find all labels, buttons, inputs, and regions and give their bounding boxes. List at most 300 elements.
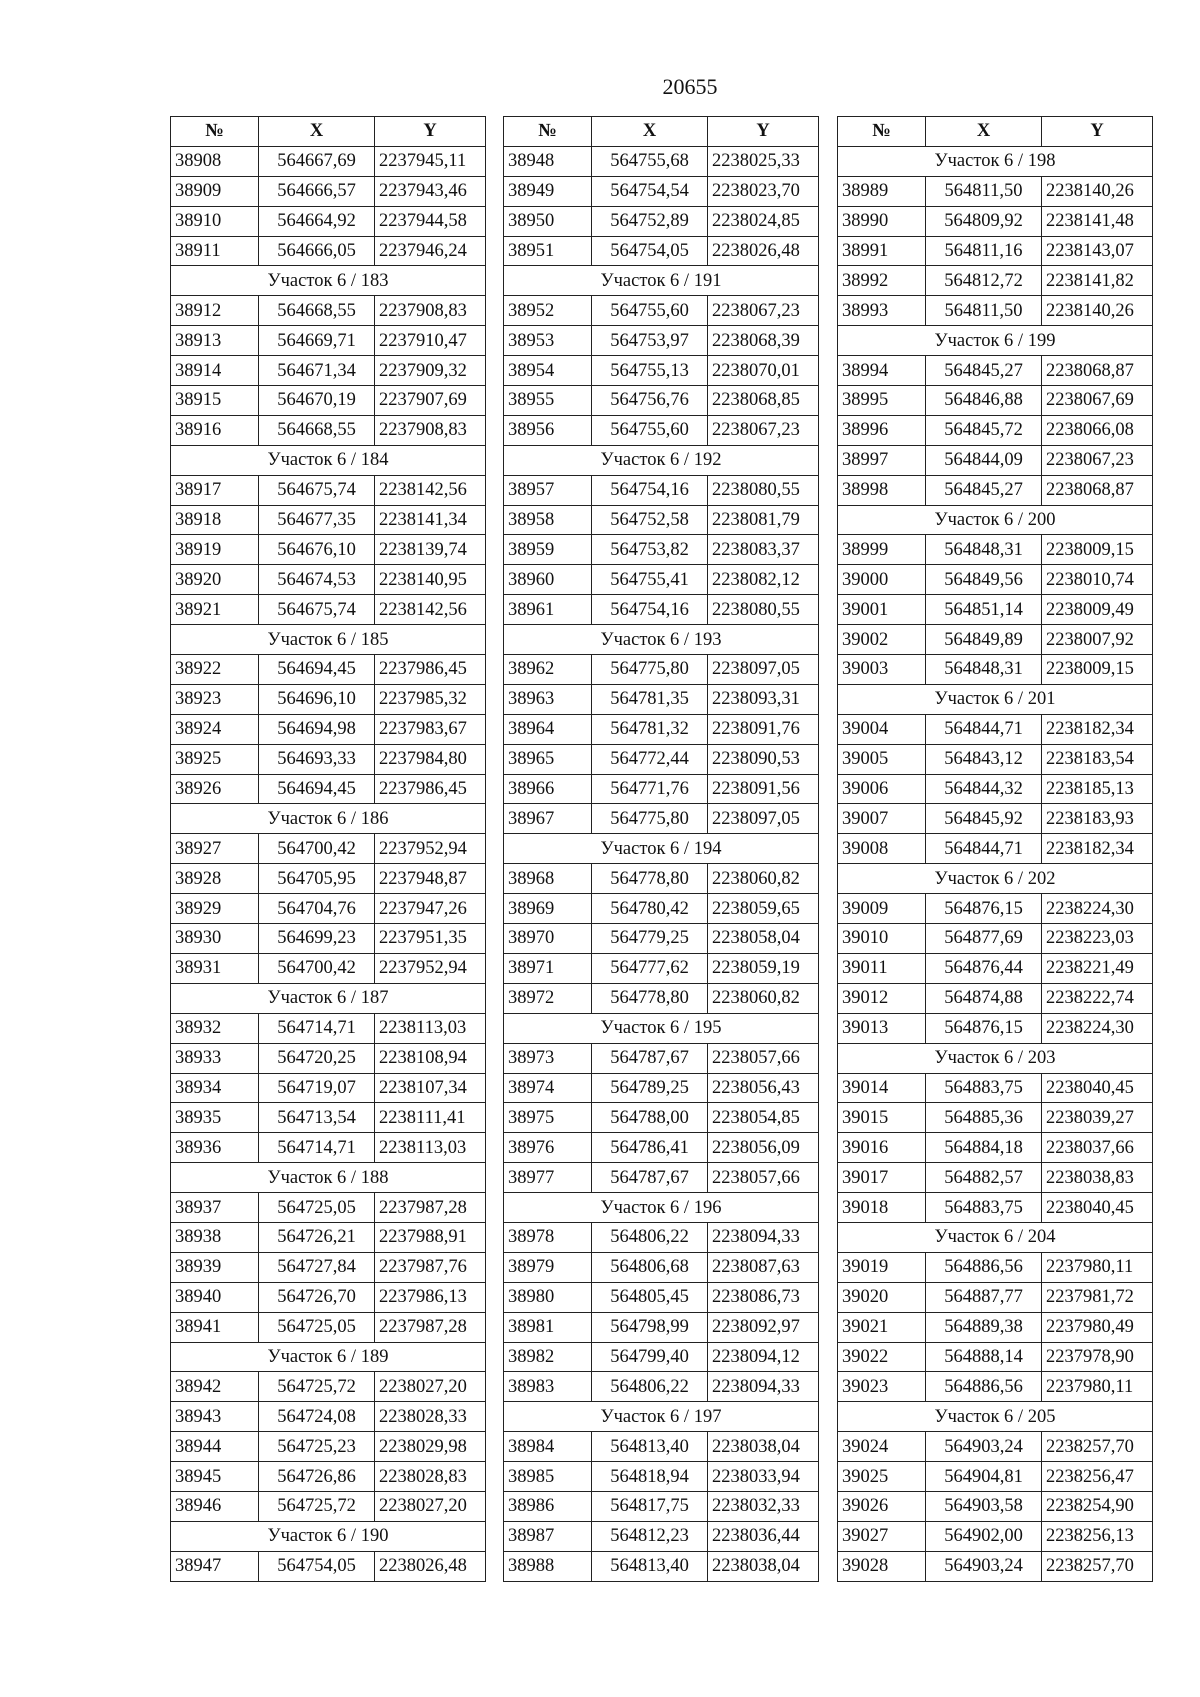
coord-y: 2237986,45 [375,774,486,804]
section-row [838,684,1153,714]
coord-x: 564848,31 [926,535,1042,565]
coord-y: 2238038,83 [1042,1163,1153,1193]
coord-y: 2238082,12 [708,565,819,595]
point-number: 38985 [504,1462,592,1492]
section-title: Участок 6 / 204 [838,1222,1153,1252]
coord-x: 564727,84 [259,1252,375,1282]
coord-y: 2238057,66 [708,1043,819,1073]
coord-y: 2238224,30 [1042,894,1153,924]
section-title: Участок 6 / 200 [838,505,1153,535]
coord-y: 2237951,35 [375,924,486,954]
coord-x: 564720,25 [259,1043,375,1073]
table-row [838,1521,1153,1551]
coord-x: 564812,72 [926,266,1042,296]
coord-x: 564755,60 [592,415,708,445]
point-number: 38919 [171,535,259,565]
point-number: 38982 [504,1342,592,1372]
point-number: 38980 [504,1282,592,1312]
table-row [171,1193,486,1223]
coord-x: 564818,94 [592,1462,708,1492]
table-row [838,625,1153,655]
coord-x: 564777,62 [592,953,708,983]
section-title: Участок 6 / 205 [838,1402,1153,1432]
point-number: 39014 [838,1073,926,1103]
point-number: 38995 [838,386,926,416]
point-number: 38932 [171,1013,259,1043]
point-number: 39004 [838,714,926,744]
coord-y: 2238223,03 [1042,924,1153,954]
coord-x: 564851,14 [926,595,1042,625]
coord-y: 2237980,11 [1042,1372,1153,1402]
coord-y: 2238026,48 [708,236,819,266]
point-number: 38937 [171,1193,259,1223]
coord-y: 2237983,67 [375,714,486,744]
coord-x: 564806,68 [592,1252,708,1282]
table-row [838,386,1153,416]
coord-x: 564754,05 [259,1551,375,1581]
coord-x: 564877,69 [926,924,1042,954]
table-row [838,1252,1153,1282]
coord-y: 2238141,82 [1042,266,1153,296]
section-title: Участок 6 / 194 [504,834,819,864]
coord-y: 2238139,74 [375,535,486,565]
header-y: Y [1042,117,1153,147]
point-number: 38986 [504,1491,592,1521]
point-number: 39017 [838,1163,926,1193]
coord-x: 564754,16 [592,475,708,505]
table-row [838,356,1153,386]
table-row [171,595,486,625]
coord-y: 2238032,33 [708,1491,819,1521]
coord-x: 564780,42 [592,894,708,924]
section-title: Участок 6 / 195 [504,1013,819,1043]
table-row [171,1432,486,1462]
point-number: 38946 [171,1491,259,1521]
coord-x: 564700,42 [259,834,375,864]
point-number: 39010 [838,924,926,954]
point-number: 38977 [504,1163,592,1193]
table-row [171,1462,486,1492]
coord-y: 2238028,83 [375,1462,486,1492]
point-number: 38949 [504,176,592,206]
coordinates-table-2 [503,116,819,1582]
point-number: 38918 [171,505,259,535]
coord-y: 2238221,49 [1042,953,1153,983]
coord-y: 2237981,72 [1042,1282,1153,1312]
point-number: 39022 [838,1342,926,1372]
coord-x: 564725,23 [259,1432,375,1462]
coord-y: 2238057,66 [708,1163,819,1193]
coord-x: 564806,22 [592,1222,708,1252]
coord-y: 2237985,32 [375,684,486,714]
coord-y: 2238036,44 [708,1521,819,1551]
coord-y: 2238092,97 [708,1312,819,1342]
table-row [504,1073,819,1103]
table-row [504,924,819,954]
point-number: 38999 [838,535,926,565]
coord-y: 2238185,13 [1042,774,1153,804]
point-number: 38915 [171,386,259,416]
coord-x: 564666,57 [259,176,375,206]
point-number: 38928 [171,864,259,894]
table-row [171,924,486,954]
point-number: 38930 [171,924,259,954]
coord-x: 564754,16 [592,595,708,625]
coord-x: 564812,23 [592,1521,708,1551]
table-row [171,1491,486,1521]
coord-x: 564772,44 [592,744,708,774]
table-row [171,1133,486,1163]
coord-y: 2237980,49 [1042,1312,1153,1342]
coord-x: 564694,98 [259,714,375,744]
point-number: 38953 [504,326,592,356]
coord-x: 564817,75 [592,1491,708,1521]
coord-x: 564844,32 [926,774,1042,804]
coord-y: 2238040,45 [1042,1193,1153,1223]
header-x: X [592,117,708,147]
point-number: 38984 [504,1432,592,1462]
coord-x: 564705,95 [259,864,375,894]
coord-x: 564775,80 [592,655,708,685]
point-number: 38989 [838,176,926,206]
coord-x: 564813,40 [592,1432,708,1462]
coord-x: 564775,80 [592,804,708,834]
table-row [838,953,1153,983]
point-number: 38963 [504,684,592,714]
point-number: 38909 [171,176,259,206]
coord-x: 564666,05 [259,236,375,266]
coord-x: 564779,25 [592,924,708,954]
coord-x: 564903,24 [926,1551,1042,1581]
point-number: 38952 [504,296,592,326]
table-row [504,146,819,176]
section-title: Участок 6 / 191 [504,266,819,296]
section-row [838,146,1153,176]
coord-y: 2238054,85 [708,1103,819,1133]
coord-x: 564754,54 [592,176,708,206]
section-title: Участок 6 / 203 [838,1043,1153,1073]
section-title: Участок 6 / 186 [171,804,486,834]
section-title: Участок 6 / 188 [171,1163,486,1193]
coord-y: 2238067,23 [708,415,819,445]
point-number: 39005 [838,744,926,774]
point-number: 38967 [504,804,592,834]
coord-x: 564903,58 [926,1491,1042,1521]
header-x: X [926,117,1042,147]
point-number: 39008 [838,834,926,864]
coord-y: 2238038,04 [708,1551,819,1581]
coord-x: 564778,80 [592,983,708,1013]
coord-y: 2238026,48 [375,1551,486,1581]
table-row [838,565,1153,595]
coord-y: 2238058,04 [708,924,819,954]
table-row [504,475,819,505]
coord-y: 2238060,82 [708,864,819,894]
point-number: 39011 [838,953,926,983]
table-row [504,1103,819,1133]
coord-y: 2238080,55 [708,475,819,505]
point-number: 38956 [504,415,592,445]
point-number: 39015 [838,1103,926,1133]
table-row [171,1073,486,1103]
table-row [838,1282,1153,1312]
point-number: 39026 [838,1491,926,1521]
table-row [504,1521,819,1551]
point-number: 38921 [171,595,259,625]
section-row [504,625,819,655]
coord-x: 564756,76 [592,386,708,416]
coord-y: 2237978,90 [1042,1342,1153,1372]
header-y: Y [375,117,486,147]
table-row [171,206,486,236]
section-row [504,1193,819,1223]
point-number: 39028 [838,1551,926,1581]
table-row [838,744,1153,774]
coord-x: 564719,07 [259,1073,375,1103]
point-number: 39012 [838,983,926,1013]
table-row [838,774,1153,804]
section-row [171,983,486,1013]
point-number: 39018 [838,1193,926,1223]
coord-y: 2238009,15 [1042,655,1153,685]
section-row [504,266,819,296]
table-row [171,356,486,386]
point-number: 38971 [504,953,592,983]
coord-y: 2238025,33 [708,146,819,176]
coord-x: 564671,34 [259,356,375,386]
coord-y: 2238039,27 [1042,1103,1153,1133]
point-number: 39019 [838,1252,926,1282]
coord-x: 564704,76 [259,894,375,924]
point-number: 38922 [171,655,259,685]
coord-x: 564677,35 [259,505,375,535]
coord-x: 564696,10 [259,684,375,714]
section-title: Участок 6 / 193 [504,625,819,655]
table-row [171,326,486,356]
point-number: 38943 [171,1402,259,1432]
coord-x: 564845,27 [926,356,1042,386]
table-row [171,864,486,894]
point-number: 38957 [504,475,592,505]
table-row [171,1252,486,1282]
coord-x: 564809,92 [926,206,1042,236]
section-row [838,1402,1153,1432]
coord-x: 564753,97 [592,326,708,356]
point-number: 38908 [171,146,259,176]
coord-x: 564849,56 [926,565,1042,595]
point-number: 38935 [171,1103,259,1133]
point-number: 39000 [838,565,926,595]
coord-x: 564876,15 [926,894,1042,924]
coord-y: 2238067,69 [1042,386,1153,416]
coord-x: 564787,67 [592,1043,708,1073]
coord-x: 564781,32 [592,714,708,744]
section-title: Участок 6 / 185 [171,625,486,655]
table-header-row [171,117,486,147]
coord-y: 2238060,82 [708,983,819,1013]
coord-x: 564778,80 [592,864,708,894]
coord-y: 2237952,94 [375,953,486,983]
coord-x: 564781,35 [592,684,708,714]
point-number: 38948 [504,146,592,176]
table-row [838,266,1153,296]
coord-x: 564725,72 [259,1491,375,1521]
table-row [504,983,819,1013]
coord-y: 2238056,43 [708,1073,819,1103]
page-number: 20655 [662,74,718,99]
coord-x: 564752,58 [592,505,708,535]
table-row [171,1372,486,1402]
coord-x: 564813,40 [592,1551,708,1581]
coord-y: 2237943,46 [375,176,486,206]
point-number: 38936 [171,1133,259,1163]
header-number: № [171,117,259,147]
table-row [171,415,486,445]
coord-y: 2238091,76 [708,714,819,744]
coord-y: 2238009,15 [1042,535,1153,565]
point-number: 38954 [504,356,592,386]
table-row [504,1432,819,1462]
table-row [504,1462,819,1492]
coord-x: 564806,22 [592,1372,708,1402]
coord-y: 2238007,92 [1042,625,1153,655]
table-row [838,1551,1153,1581]
table-row [838,1193,1153,1223]
table-row [504,386,819,416]
point-number: 39020 [838,1282,926,1312]
table-row [504,774,819,804]
coord-y: 2237947,26 [375,894,486,924]
coord-y: 2237945,11 [375,146,486,176]
table-row [838,1462,1153,1492]
point-number: 38978 [504,1222,592,1252]
section-title: Участок 6 / 202 [838,864,1153,894]
header-number: № [504,117,592,147]
coord-y: 2237907,69 [375,386,486,416]
table-row [838,1013,1153,1043]
coord-x: 564670,19 [259,386,375,416]
section-row [504,834,819,864]
table-row [171,684,486,714]
coord-y: 2238067,23 [1042,445,1153,475]
coord-y: 2238113,03 [375,1133,486,1163]
coord-y: 2238029,98 [375,1432,486,1462]
coord-x: 564669,71 [259,326,375,356]
coord-y: 2238067,23 [708,296,819,326]
table-row [838,1163,1153,1193]
coord-y: 2237952,94 [375,834,486,864]
section-row [171,625,486,655]
coord-y: 2237987,28 [375,1312,486,1342]
coord-x: 564667,69 [259,146,375,176]
table-row [838,983,1153,1013]
table-row [171,236,486,266]
table-row [504,535,819,565]
point-number: 38958 [504,505,592,535]
point-number: 38920 [171,565,259,595]
coord-x: 564885,36 [926,1103,1042,1133]
point-number: 39006 [838,774,926,804]
coord-y: 2238141,48 [1042,206,1153,236]
coord-y: 2238023,70 [708,176,819,206]
coord-x: 564811,50 [926,296,1042,326]
point-number: 39025 [838,1462,926,1492]
point-number: 38996 [838,415,926,445]
table-row [171,894,486,924]
table-row [171,1282,486,1312]
table-row [838,1073,1153,1103]
coord-x: 564849,89 [926,625,1042,655]
coord-y: 2237984,80 [375,744,486,774]
coord-y: 2238097,05 [708,655,819,685]
coord-x: 564786,41 [592,1133,708,1163]
table-row [838,445,1153,475]
point-number: 39016 [838,1133,926,1163]
point-number: 38997 [838,445,926,475]
coord-y: 2238024,85 [708,206,819,236]
coord-y: 2238257,70 [1042,1432,1153,1462]
coord-x: 564843,12 [926,744,1042,774]
point-number: 39023 [838,1372,926,1402]
coord-y: 2237908,83 [375,296,486,326]
table-row [504,236,819,266]
point-number: 39009 [838,894,926,924]
coord-x: 564725,72 [259,1372,375,1402]
coord-y: 2238090,53 [708,744,819,774]
table-row [504,1133,819,1163]
table-row [504,953,819,983]
table-row [171,475,486,505]
point-number: 38988 [504,1551,592,1581]
point-number: 38939 [171,1252,259,1282]
table-row [171,505,486,535]
coord-y: 2237909,32 [375,356,486,386]
point-number: 38945 [171,1462,259,1492]
section-title: Участок 6 / 187 [171,983,486,1013]
section-row [838,505,1153,535]
point-number: 38911 [171,236,259,266]
coord-y: 2238083,37 [708,535,819,565]
coord-x: 564668,55 [259,415,375,445]
coord-x: 564724,08 [259,1402,375,1432]
coord-x: 564889,38 [926,1312,1042,1342]
point-number: 38970 [504,924,592,954]
coord-x: 564664,92 [259,206,375,236]
coord-x: 564726,86 [259,1462,375,1492]
point-number: 38944 [171,1432,259,1462]
coord-x: 564693,33 [259,744,375,774]
coord-y: 2238066,08 [1042,415,1153,445]
point-number: 38923 [171,684,259,714]
table-row [504,864,819,894]
point-number: 38998 [838,475,926,505]
coord-x: 564845,27 [926,475,1042,505]
table-row [171,535,486,565]
coord-y: 2238111,41 [375,1103,486,1133]
coord-y: 2237986,13 [375,1282,486,1312]
point-number: 38981 [504,1312,592,1342]
point-number: 38940 [171,1282,259,1312]
table-row [504,1043,819,1073]
coord-y: 2238097,05 [708,804,819,834]
point-number: 39003 [838,655,926,685]
point-number: 38947 [171,1551,259,1581]
point-number: 38969 [504,894,592,924]
table-row [504,1282,819,1312]
coord-x: 564713,54 [259,1103,375,1133]
coord-x: 564876,15 [926,1013,1042,1043]
coord-y: 2237908,83 [375,415,486,445]
